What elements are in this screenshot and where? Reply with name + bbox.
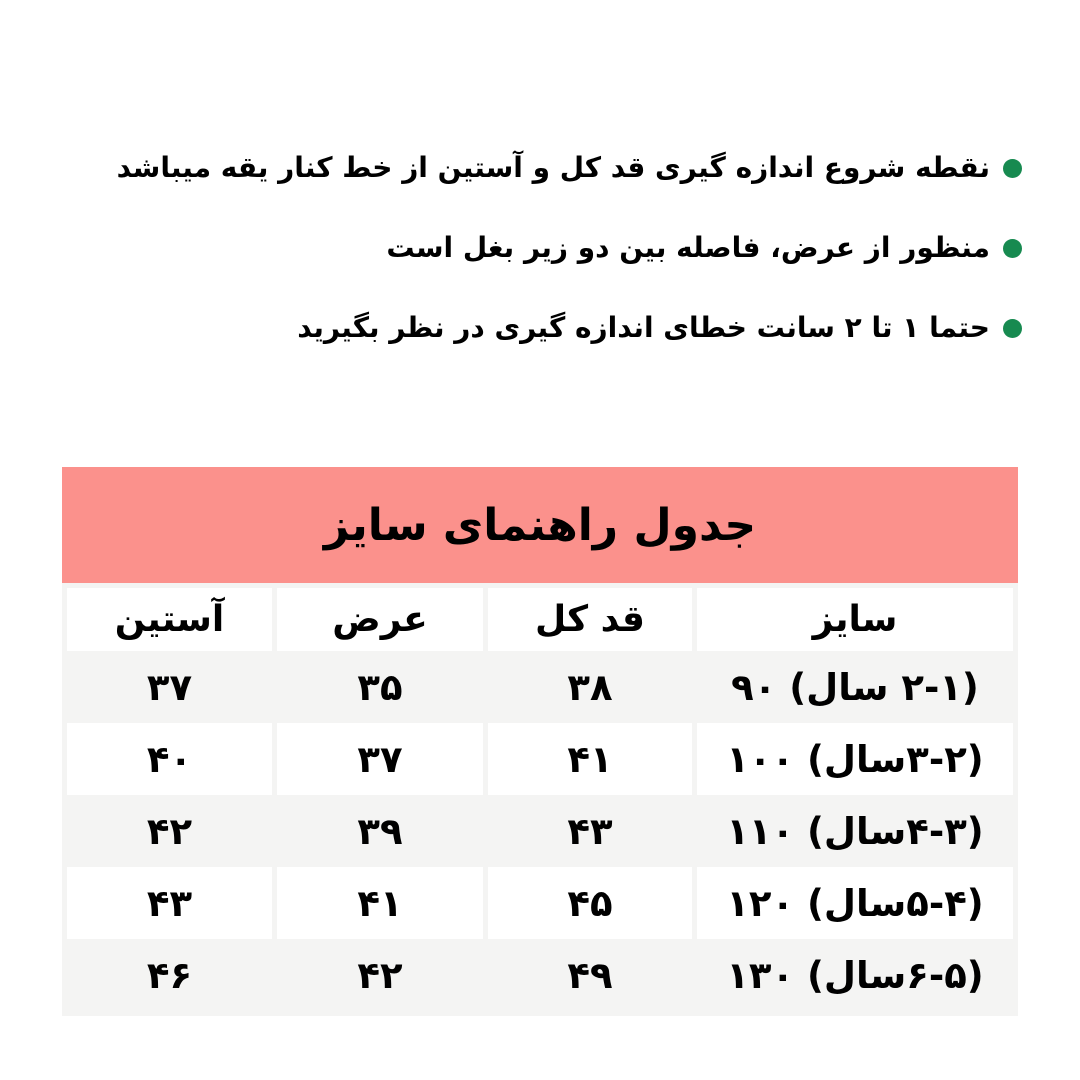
size-cell: (۳-۲سال) ۱۰۰ (697, 723, 1013, 795)
table-row (67, 723, 1013, 795)
note-text: حتما ۱ تا ۲ سانت خطای اندازه گیری در نظر بگیرید (297, 311, 990, 344)
green-bullet-icon (1003, 319, 1022, 338)
width-cell: ۳۵ (357, 665, 403, 709)
sleeve-cell: ۴۶ (146, 953, 193, 997)
table-row (67, 939, 1013, 1011)
width-cell: ۴۱ (277, 867, 483, 939)
total-length-cell: ۴۵ (488, 867, 692, 939)
size-cell: (۴-۳سال) ۱۱۰ (726, 809, 984, 853)
table-title: جدول راهنمای سایز (62, 467, 1018, 583)
table-grid (62, 583, 1018, 1016)
size-guide-table (62, 467, 1018, 1016)
column-header-total-length: قد کل (488, 588, 692, 651)
width-cell: ۳۷ (277, 723, 483, 795)
total-length-cell: ۴۹ (567, 953, 613, 997)
green-bullet-icon (1003, 159, 1022, 178)
column-header-sleeve: آستین (67, 588, 272, 651)
table-row (67, 867, 1013, 939)
total-length-cell: ۳۸ (567, 665, 613, 709)
total-length-cell: ۴۱ (488, 723, 692, 795)
column-header-size: سایز (697, 588, 1013, 651)
width-cell: ۴۲ (357, 953, 403, 997)
table-row (67, 651, 1013, 723)
measuring-notes-list (117, 148, 1022, 388)
note-item (117, 308, 1022, 348)
note-item (117, 148, 1022, 188)
size-cell: (۲-۱ سال) ۹۰ (731, 665, 979, 709)
green-bullet-icon (1003, 239, 1022, 258)
size-cell: (۶-۵سال) ۱۳۰ (726, 953, 984, 997)
column-header-width: عرض (277, 588, 483, 651)
total-length-cell: ۴۳ (567, 809, 613, 853)
note-text: نقطه شروع اندازه گیری قد کل و آستین از خط کنار یقه میباشد (116, 151, 990, 184)
sleeve-cell: ۴۲ (146, 809, 193, 853)
size-cell: (۵-۴سال) ۱۲۰ (697, 867, 1013, 939)
sleeve-cell: ۴۰ (67, 723, 272, 795)
sleeve-cell: ۳۷ (146, 665, 193, 709)
note-text: منظور از عرض، فاصله بین دو زیر بغل است (386, 231, 990, 264)
table-header-row (67, 588, 1013, 651)
sleeve-cell: ۴۳ (67, 867, 272, 939)
table-row (67, 795, 1013, 867)
width-cell: ۳۹ (357, 809, 403, 853)
note-item (117, 228, 1022, 268)
